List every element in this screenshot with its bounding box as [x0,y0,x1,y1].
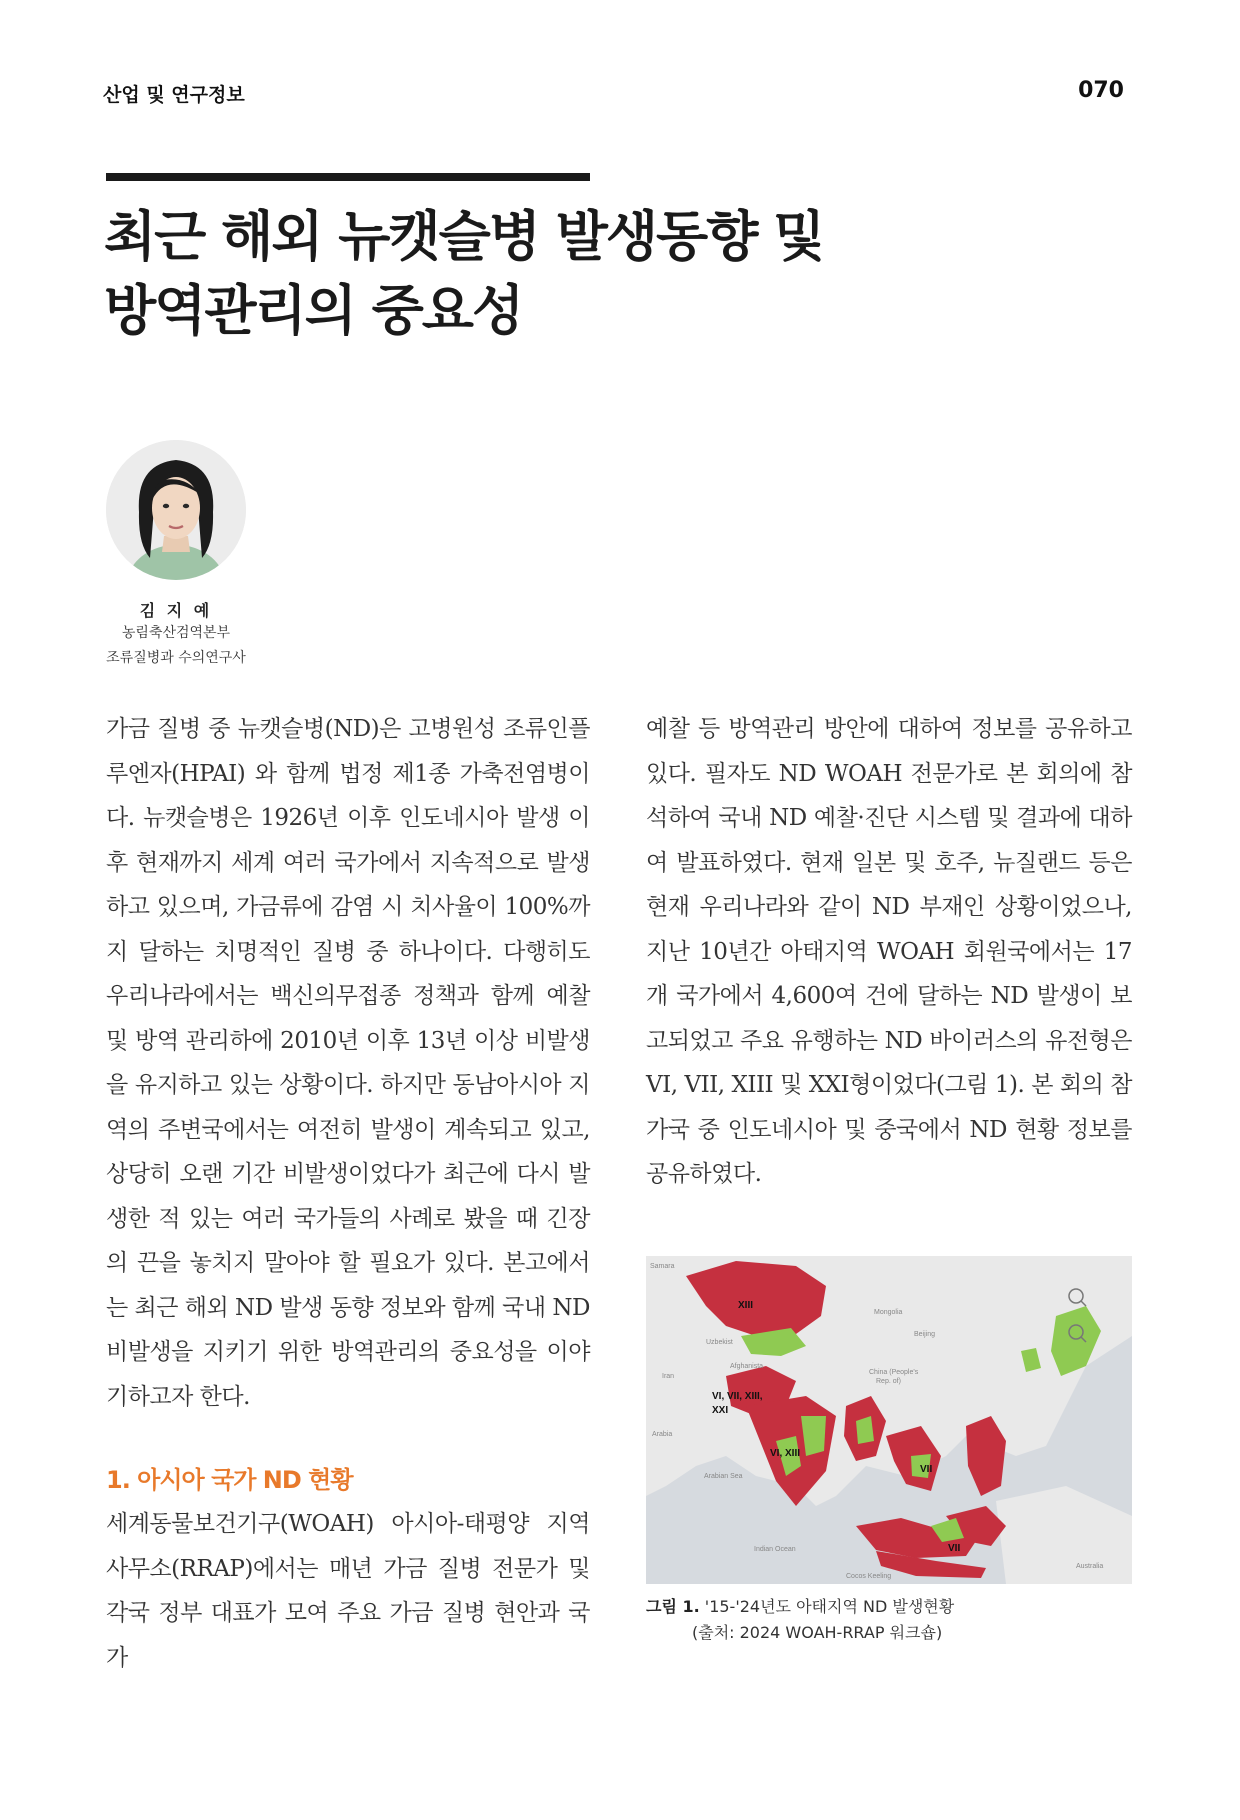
nd-outbreak-map [646,1256,1132,1584]
map-label-indian-ocean: Indian Ocean [754,1546,796,1553]
map-label-arabia: Arabia [652,1431,673,1438]
map-label-australia: Australia [1076,1563,1104,1570]
map-label-china-2: Rep. of) [876,1378,901,1385]
genotype-label-xiii: XIII [738,1300,754,1311]
page-number: 070 [1078,78,1124,103]
section-label: 산업 및 연구정보 [103,84,245,106]
author-role: 조류질병과 수의연구사 [106,650,246,666]
map-label-mongolia: Mongolia [874,1309,903,1316]
section1-paragraph-left: 세계동물보건기구(WOAH) 아시아-태평양 지역사무소(RRAP)에서는 매년 가금 질병 전문가 및 각국 정부 대표가 모여 주요 가금 질병 현안과 국가 [106,1511,590,1671]
map-label-cocos: Cocos Keeling [846,1573,892,1580]
author-name: 김 지 예 [139,601,213,620]
map-label-afghanistan: Afghanista [730,1363,764,1370]
map-label-samara: Samara [650,1263,675,1270]
title-rule [106,173,590,181]
section1-paragraph-right: 예찰 등 방역관리 방안에 대하여 정보를 공유하고 있다. 필자도 ND WOAH 전문가로 본 회의에 참석하여 국내 ND 예찰·진단 시스템 및 결과에 대하여 발표하였다. 현재 일본 및 호주, 뉴질랜드 등은 현재 우리나라와 같이 ND 부재인 상황이었으나, 지난 10년간 아태지역 WOAH 회원국에서는 17개 국가에서 4,600여 건에 달하는 ND 발생이 보고되었고 주요 유행하는 ND 바이러스의 유전형은 VI, VII, XIII 및 XXI형이었다(그림 1). 본 회의 참가국 중 인도네시아 및 중국에서 ND 현황 정보를 공유하였다. [646,716,1132,1187]
genotype-label-indonesia: VII [948,1543,961,1554]
body-column-right [646,707,1132,1197]
map-label-beijing: Beijing [914,1331,936,1338]
genotype-label-southeast-asia: VII [920,1464,933,1475]
figure-caption-label: 그림 1. [646,1597,700,1616]
map-label-china: China (People's [869,1369,919,1376]
title-line-1: 최근 해외 뉴캣슬병 발생동향 및 [104,205,824,268]
author-org: 농림축산검역본부 [121,625,231,641]
figure-source: (출처: 2024 WOAH-RRAP 워크숍) [692,1623,943,1642]
genotype-label-india: VI, XIII [770,1448,801,1459]
map-label-arabian-sea: Arabian Sea [704,1473,743,1480]
title-line-2: 방역관리의 중요성 [104,279,523,342]
map-label-uzbekistan: Uzbekist [706,1339,733,1346]
body-column-left [106,707,590,1680]
article-title [104,200,1004,348]
section-heading: 1. 아시아 국가 ND 현황 [106,1466,353,1494]
intro-paragraph: 가금 질병 중 뉴캣슬병(ND)은 고병원성 조류인플루엔자(HPAI) 와 함께 법정 제1종 가축전염병이다. 뉴캣슬병은 1926년 이후 인도네시아 발생 이후 현재까지 세계 여러 국가에서 지속적으로 발생하고 있으며, 가금류에 감염 시 치사율이 100%까지 달하는 치명적인 질병 중 하나이다. 다행히도 우리나라에서는 백신의무접종 정책과 함께 예찰 및 방역 관리하에 2010년 이후 13년 이상 비발생을 유지하고 있는 상황이다. 하지만 동남아시아 지역의 주변국에서는 여전히 발생이 계속되고 있고, 상당히 오랜 기간 비발생이었다가 최근에 다시 발생한 적 있는 여러 국가들의 사례로 봤을 때 긴장의 끈을 놓치지 말아야 할 필요가 있다. 본고에서는 최근 해외 ND 발생 동향 정보와 함께 국내 ND 비발생을 지키기 위한 방역관리의 중요성을 이야기하고자 한다. [106,716,590,1410]
author-photo [106,440,246,580]
genotype-label-central: VI, VII, XIII, [712,1391,763,1402]
genotype-label-central-2: XXI [712,1405,729,1416]
figure-caption-text: '15-'24년도 아태지역 ND 발생현황 [699,1597,955,1616]
map-label-iran: Iran [662,1373,675,1380]
figure-caption [646,1594,954,1617]
